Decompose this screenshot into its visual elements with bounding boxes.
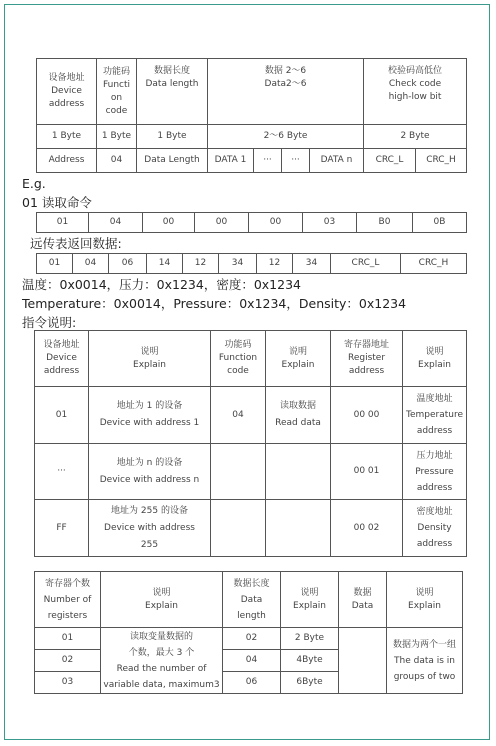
eg-label: E.g. xyxy=(22,176,46,191)
reply-byte: 34 xyxy=(219,254,257,274)
instr-header-explain: 说明 Explain xyxy=(266,331,331,387)
reg-length-explain: 6Byte xyxy=(281,672,339,694)
cmd-byte: 01 xyxy=(37,213,89,233)
instr-cell: 01 xyxy=(35,387,89,444)
instr-cell: 00 00 xyxy=(331,387,403,444)
cmd-byte: 03 xyxy=(303,213,357,233)
instr-header-explain: 说明 Explain xyxy=(403,331,467,387)
cmd-byte: 04 xyxy=(89,213,143,233)
field-crc-l: CRC_L xyxy=(364,149,416,173)
reg-count: 01 xyxy=(35,628,101,650)
instr-header-register: 寄存器地址 Register address xyxy=(331,331,403,387)
cmd-byte: 00 xyxy=(249,213,303,233)
header-data-length: 数据长度 Data length xyxy=(137,59,208,125)
field-data-n: DATA n xyxy=(310,149,364,173)
reg-explain: 读取变量数据的 个数，最大 3 个 Read the number of variable data, maximum3 xyxy=(101,628,223,694)
instr-cell: 地址为 255 的设备 Device with address 255 xyxy=(89,500,211,557)
reg-header-explain: 说明 Explain xyxy=(101,572,223,628)
instr-cell: 地址为 1 的设备 Device with address 1 xyxy=(89,387,211,444)
frame-format-table xyxy=(36,58,467,173)
reply-byte: 14 xyxy=(147,254,183,274)
reg-header-count: 寄存器个数 Number of registers xyxy=(35,572,101,628)
instr-cell: 读取数据 Read data xyxy=(266,387,331,444)
reg-length-explain: 4Byte xyxy=(281,650,339,672)
instr-cell xyxy=(266,500,331,557)
instr-cell: 温度地址 Temperature address xyxy=(403,387,467,444)
field-data-length: Data Length xyxy=(137,149,208,173)
instr-cell: ··· xyxy=(35,444,89,500)
header-function-code: 功能码 Functi on code xyxy=(97,59,137,125)
reg-count: 02 xyxy=(35,650,101,672)
bytes-data: 2～6 Byte xyxy=(208,125,364,149)
reply-byte: 01 xyxy=(37,254,73,274)
reg-header-data: 数据 Data xyxy=(339,572,387,628)
field-function: 04 xyxy=(97,149,137,173)
bytes-function: 1 Byte xyxy=(97,125,137,149)
cmd-byte: B0 xyxy=(357,213,413,233)
read-command-label: 01 读取命令 xyxy=(22,195,92,210)
reg-length: 06 xyxy=(223,672,281,694)
instr-cell: 密度地址 Density address xyxy=(403,500,467,557)
instr-header-explain: 说明 Explain xyxy=(89,331,211,387)
field-ellipsis-2: ··· xyxy=(282,149,310,173)
register-count-table xyxy=(34,571,463,694)
field-crc-h: CRC_H xyxy=(416,149,467,173)
instr-header-function: 功能码 Function code xyxy=(211,331,266,387)
reg-header-length: 数据长度 Data length xyxy=(223,572,281,628)
reg-length: 02 xyxy=(223,628,281,650)
cmd-byte: 0B xyxy=(413,213,467,233)
en-values: Temperature：0x0014，Pressure：0x1234，Density：0x1234 xyxy=(22,296,407,311)
reg-data xyxy=(339,628,387,694)
cmd-byte: 00 xyxy=(143,213,195,233)
reply-byte: 34 xyxy=(293,254,331,274)
field-ellipsis-1: ··· xyxy=(254,149,282,173)
reply-crc-l: CRC_L xyxy=(331,254,401,274)
bytes-crc: 2 Byte xyxy=(364,125,467,149)
bytes-address: 1 Byte xyxy=(37,125,97,149)
header-device-address: 设备地址 Device address xyxy=(37,59,97,125)
read-command-table xyxy=(36,212,467,233)
reg-length-explain: 2 Byte xyxy=(281,628,339,650)
reg-length: 04 xyxy=(223,650,281,672)
reply-data-table xyxy=(36,253,467,274)
instr-cell: 00 01 xyxy=(331,444,403,500)
field-address: Address xyxy=(37,149,97,173)
cmd-byte: 00 xyxy=(195,213,249,233)
reply-byte: 06 xyxy=(109,254,147,274)
reply-byte: 12 xyxy=(183,254,219,274)
reg-header-explain: 说明 Explain xyxy=(387,572,463,628)
instr-cell: 00 02 xyxy=(331,500,403,557)
bytes-length: 1 Byte xyxy=(137,125,208,149)
cn-values: 温度：0x0014，压力：0x1234，密度：0x1234 xyxy=(22,277,301,292)
header-check-code: 校验码高低位 Check code high-low bit xyxy=(364,59,467,125)
instr-header-device: 设备地址 Device address xyxy=(35,331,89,387)
reply-label: 远传表返回数据: xyxy=(30,236,122,251)
reg-header-explain: 说明 Explain xyxy=(281,572,339,628)
instruction-label: 指令说明: xyxy=(22,315,77,330)
reg-data-explain: 数据为两个一组 The data is in groups of two xyxy=(387,628,463,694)
header-data: 数据 2～6 Data2～6 xyxy=(208,59,364,125)
instr-cell xyxy=(211,444,266,500)
instr-cell: FF xyxy=(35,500,89,557)
reply-crc-h: CRC_H xyxy=(401,254,467,274)
instr-cell: 地址为 n 的设备 Device with address n xyxy=(89,444,211,500)
instruction-table xyxy=(34,330,467,557)
instr-cell xyxy=(211,500,266,557)
field-data-1: DATA 1 xyxy=(208,149,254,173)
reg-count: 03 xyxy=(35,672,101,694)
instr-cell: 压力地址 Pressure address xyxy=(403,444,467,500)
reply-byte: 12 xyxy=(257,254,293,274)
instr-cell: 04 xyxy=(211,387,266,444)
instr-cell xyxy=(266,444,331,500)
reply-byte: 04 xyxy=(73,254,109,274)
